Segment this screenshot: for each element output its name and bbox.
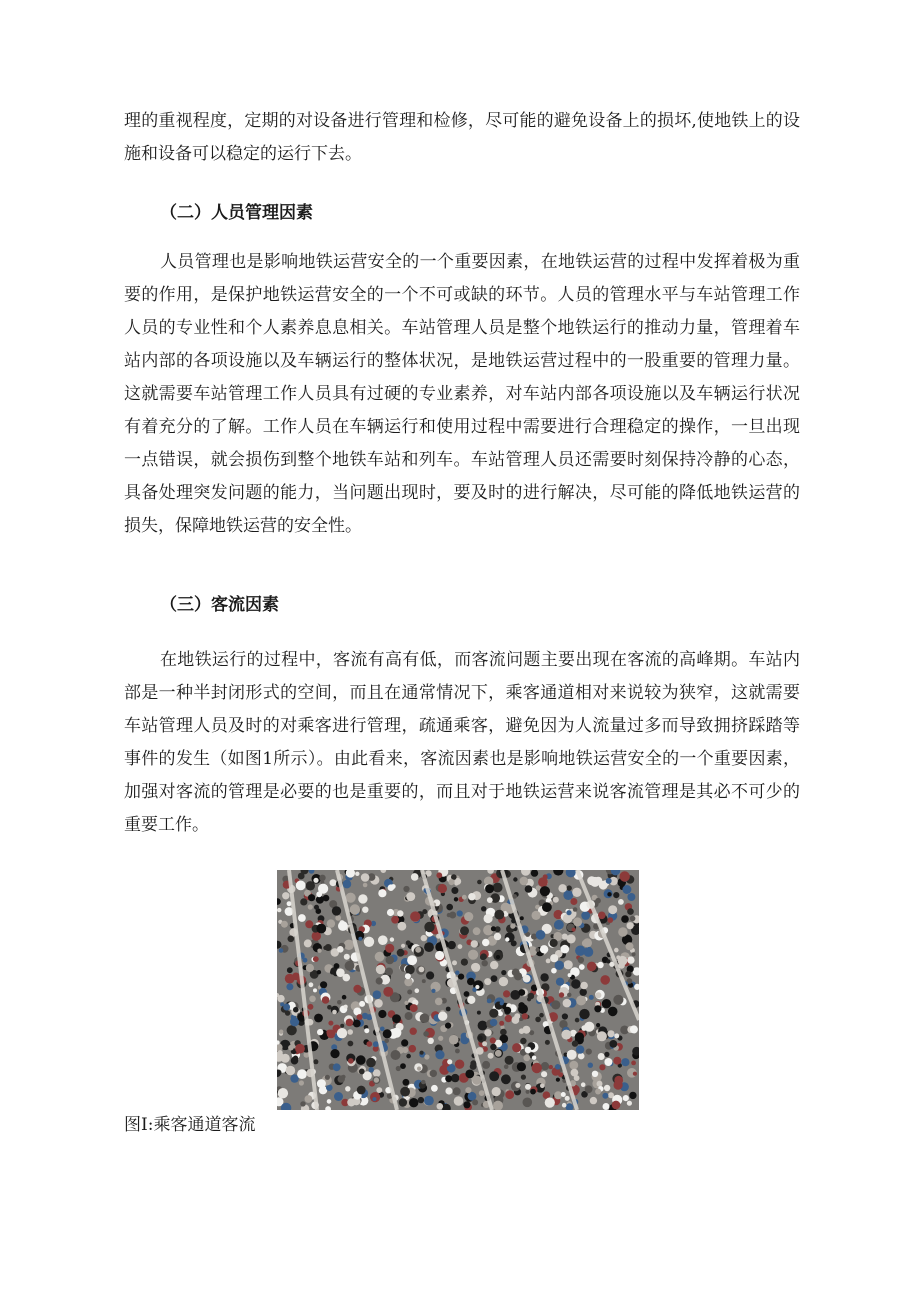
figure-caption: 图I:乘客通道客流 bbox=[124, 1115, 256, 1135]
crowd-photo bbox=[277, 870, 639, 1110]
section-heading-personnel: （二）人员管理因素 bbox=[160, 203, 313, 223]
paragraph-personnel: 人员管理也是影响地铁运营安全的一个重要因素，在地铁运营的过程中发挥着极为重要的作用，是保护地铁运营安全的一个不可或缺的环节。人员的管理水平与车站管理工作人员的专业性和个人素养息息相关。车站管理人员是整个地铁运行的推动力量，管理着车站内部的各项设施以及车辆运行的整体状况，是地铁运营过程中的一股重要的管理力量。这就需要车站管理工作人员具有过硬的专业素养，对车站内部各项设施以及车辆运行状况有着充分的了解。工作人员在车辆运行和使用过程中需要进行合理稳定的操作，一旦出现一点错误，就会损伤到整个地铁车站和列车。车站管理人员还需要时刻保持冷静的心态，具备处理突发问题的能力，当问题出现时，要及时的进行解决，尽可能的降低地铁运营的损失，保障地铁运营的安全性。 bbox=[124, 252, 800, 536]
section-heading-passenger-flow: （三）客流因素 bbox=[160, 595, 279, 615]
paragraph-continuation: 理的重视程度，定期的对设备进行管理和检修，尽可能的避免设备上的损坏,使地铁上的设施和设备可以稳定的运行下去。 bbox=[124, 111, 800, 164]
crowd-photo-drawing bbox=[277, 870, 639, 1110]
paragraph-passenger-flow: 在地铁运行的过程中，客流有高有低，而客流问题主要出现在客流的高峰期。车站内部是一种半封闭形式的空间，而且在通常情况下，乘客通道相对来说较为狭窄，这就需要车站管理人员及时的对乘客进行管理，疏通乘客，避免因为人流量过多而导致拥挤踩踏等事件的发生（如图1所示）。由此看来，客流因素也是影响地铁运营安全的一个重要因素，加强对客流的管理是必要的也是重要的，而且对于地铁运营来说客流管理是其必不可少的重要工作。 bbox=[124, 650, 800, 835]
